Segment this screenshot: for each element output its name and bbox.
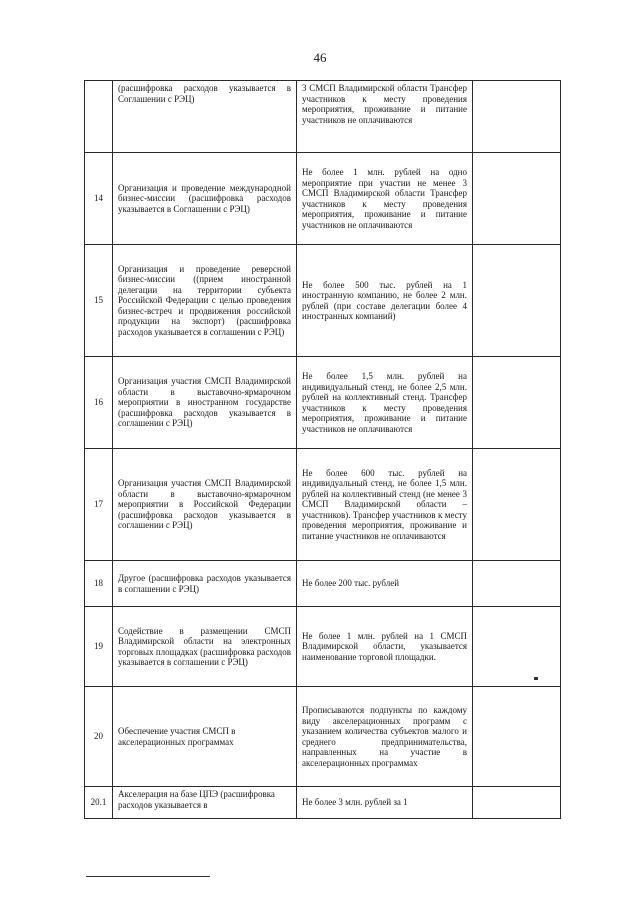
row-condition: Не более 500 тыс. рублей на 1 иностранную компанию, не более 2 млн. рублей (при составе делегации более 4 иностранных компаний) [297, 245, 473, 357]
row-description: Организация участия СМСП Владимирской области в выставочно-ярмарочном мероприятии в иностранном государстве (расшифровка расходов указывается в соглашении с РЭЦ) [113, 357, 297, 449]
row-description: Организация и проведение международной бизнес-миссии (расшифровка расходов указывается в Соглашении с РЭЦ) [113, 153, 297, 245]
row-condition: 3 СМСП Владимирской области Трансфер участников к месту проведения мероприятия, проживание и питание участников не оплачиваются [297, 81, 473, 153]
row-number: 16 [85, 357, 113, 449]
table-row [85, 245, 561, 357]
row-description: Другое (расшифровка расходов указывается в соглашении с РЭЦ) [113, 561, 297, 607]
row-description: (расшифровка расходов указывается в Соглашении с РЭЦ) [113, 81, 297, 153]
table-row [85, 449, 561, 561]
row-note [473, 153, 561, 245]
budget-table [84, 80, 561, 819]
table-row [85, 81, 561, 153]
row-condition: Не более 1 млн. рублей на одно мероприятие при участии не менее 3 СМСП Владимирской области Трансфер участников к месту проведения мероприятия, проживание и питание участников не оплачиваются [297, 153, 473, 245]
table-row [85, 561, 561, 607]
footnote-separator [86, 876, 210, 877]
table-row [85, 687, 561, 787]
row-number: 17 [85, 449, 113, 561]
row-number: 20.1 [85, 787, 113, 819]
row-number [85, 81, 113, 153]
row-number: 20 [85, 687, 113, 787]
row-description: Содействие в размещении СМСП Владимирской области на электронных торговых площадках (расшифровка расходов указывается в соглашении с РЭЦ) [113, 607, 297, 687]
row-description: Обеспечение участия СМСП в акселерационных программах [113, 687, 297, 787]
row-description: Акселерация на базе ЦПЭ (расшифровка расходов указывается в [113, 787, 297, 819]
row-number: 18 [85, 561, 113, 607]
row-note [473, 245, 561, 357]
row-note [473, 357, 561, 449]
row-number: 14 [85, 153, 113, 245]
row-condition: Не более 1,5 млн. рублей на индивидуальный стенд, не более 2,5 млн. рублей на коллективный стенд. Трансфер участников к месту проведения мероприятия, проживание и питание участников не оплачиваются [297, 357, 473, 449]
row-description: Организация и проведение реверсной бизнес-миссии ((прием иностранной делегации на территории субъекта Российской Федерации с целью проведения бизнес-встреч и продвижения российской продукции на экспорт) (расшифровка расходов указывается в соглашении с РЭЦ) [113, 245, 297, 357]
row-condition: Не более 200 тыс. рублей [297, 561, 473, 607]
page-number: 46 [313, 50, 327, 65]
row-condition: Не более 3 млн. рублей за 1 [297, 787, 473, 819]
row-note [473, 607, 561, 687]
row-note [473, 787, 561, 819]
table-row [85, 357, 561, 449]
row-number: 15 [85, 245, 113, 357]
row-condition: Не более 1 млн. рублей на 1 СМСП Владимирской области, указывается наименование торговой площадки. [297, 607, 473, 687]
margin-mark [534, 677, 538, 680]
row-description: Организация участия СМСП Владимирской области в выставочно-ярмарочном мероприятии в Российской Федерации (расшифровка расходов указывается в соглашении с РЭЦ) [113, 449, 297, 561]
row-note [473, 449, 561, 561]
row-note [473, 687, 561, 787]
row-number: 19 [85, 607, 113, 687]
row-note [473, 561, 561, 607]
row-condition: Не более 600 тыс. рублей на индивидуальный стенд, не более 1,5 млн. рублей на коллективный стенд (не менее 3 СМСП Владимирской области – участников). Трансфер участников к месту проведения мероприятия, проживание и питание участников не оплачиваются [297, 449, 473, 561]
table-row [85, 153, 561, 245]
table-row [85, 607, 561, 687]
row-note [473, 81, 561, 153]
table-row [85, 787, 561, 819]
row-condition: Прописываются подпункты по каждому виду акселерационных программ с указанием количества субъектов малого и среднего предпринимательства, направленных на участие в акселерационных программах [297, 687, 473, 787]
